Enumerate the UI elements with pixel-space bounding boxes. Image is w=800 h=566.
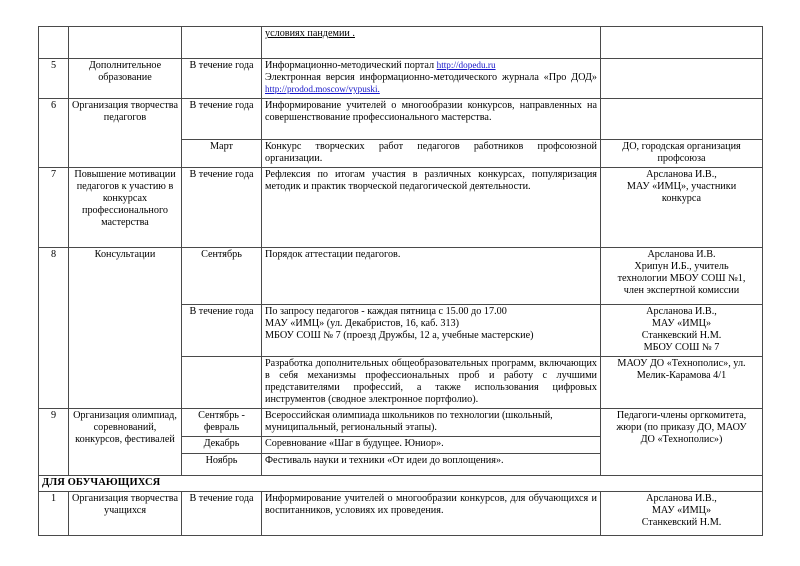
cell-term: Март — [182, 140, 262, 168]
cell-responsible — [601, 357, 763, 409]
responsible-line: технологии МБОУ СОШ №1, — [617, 273, 746, 285]
cell-number: 7 — [39, 168, 69, 248]
cell-topic: Организация творчества учащихся — [69, 491, 182, 535]
cell-responsible — [601, 59, 763, 99]
cell-number: 9 — [39, 409, 69, 475]
content-line: МАУ «ИМЦ» (ул. Декабристов, 16, каб. 313) — [265, 318, 460, 330]
responsible-line: Педагоги-члены оргкомитета, — [616, 410, 747, 422]
cell-term: В течение года — [182, 491, 262, 535]
responsible-line: Арсланова И.В., — [646, 492, 717, 504]
cell-responsible — [601, 140, 763, 168]
cell-term: Сентябрь — [182, 248, 262, 305]
responsible-line: конкурса — [661, 193, 702, 205]
cell-number: 6 — [39, 99, 69, 168]
responsible-line: Арсланова И.В. — [647, 249, 716, 261]
cell-content: Всероссийская олимпиада школьников по технологии (школьный, муниципальный, региональный этапы). — [262, 409, 601, 437]
responsible-line: Мелик-Карамова 4/1 — [636, 370, 727, 382]
table-row — [39, 59, 763, 99]
responsible-line: МАУ «ИМЦ», участники — [626, 181, 737, 193]
table-row — [39, 248, 763, 305]
cell-topic — [69, 27, 182, 59]
responsible-line: ДО «Технополис») — [640, 434, 723, 446]
responsible-line: Арсланова И.В., — [646, 169, 717, 181]
responsible-line: Станкевский Н.М. — [641, 330, 722, 342]
cell-content: Информирование учителей о многообразии конкурсов, для обучающихся и воспитанников, условиях их проведения. — [262, 491, 601, 535]
table-row — [39, 27, 763, 59]
cell-topic: Организация творчества педагогов — [69, 99, 182, 168]
cell-term — [182, 357, 262, 409]
table-row — [39, 409, 763, 437]
cell-content — [262, 27, 601, 59]
section-header-row — [39, 475, 763, 491]
cell-term: В течение года — [182, 59, 262, 99]
prodod-link[interactable]: http://prodod.moscow/vypuski. — [265, 84, 380, 95]
cell-topic: Дополнительное образование — [69, 59, 182, 99]
cell-number: 8 — [39, 248, 69, 409]
cell-term: Сентябрь - февраль — [182, 409, 262, 437]
cell-responsible — [601, 409, 763, 475]
responsible-line: МБОУ СОШ № 7 — [643, 342, 720, 354]
responsible-line: МАОУ ДО «Технополис», ул. — [617, 358, 746, 370]
responsible-line: член экспертной комиссии — [623, 285, 740, 297]
cell-responsible — [601, 168, 763, 248]
cell-term: В течение года — [182, 99, 262, 140]
responsible-line: Арсланова И.В., — [646, 306, 717, 318]
cell-content: Конкурс творческих работ педагогов работников профсоюзной организации. — [262, 140, 601, 168]
dopedu-link[interactable]: http://dopedu.ru — [436, 60, 496, 70]
cell-number — [39, 27, 69, 59]
cell-responsible — [601, 305, 763, 357]
table-row — [39, 168, 763, 248]
responsible-line: МАУ «ИМЦ» — [651, 504, 712, 516]
content-line: По запросу педагогов - каждая пятница с 15.00 до 17.00 — [265, 306, 507, 318]
cell-term: В течение года — [182, 305, 262, 357]
table-row — [39, 491, 763, 535]
cell-term — [182, 27, 262, 59]
cell-topic: Организация олимпиад, соревнований, конкурсов, фестивалей — [69, 409, 182, 475]
cell-content: Информирование учителей о многообразии конкурсов, направленных на совершенствование профессионального мастерства. — [262, 99, 601, 140]
cell-topic: Повышение мотивации педагогов к участию в конкурсах профессионального мастерства — [69, 168, 182, 248]
responsible-line: ДО, городская организация профсоюза — [622, 141, 741, 165]
responsible-line: МАУ «ИМЦ» — [651, 318, 712, 330]
cell-content: Фестиваль науки и техники «От идеи до воплощения». — [262, 453, 601, 475]
cell-content: Соревнование «Шаг в будущее. Юниор». — [262, 437, 601, 453]
cell-term: Декабрь — [182, 437, 262, 453]
responsible-line: Станкевский Н.М. — [641, 516, 722, 528]
content-text: условиях пандемии . — [265, 28, 355, 39]
cell-content: Порядок аттестации педагогов. — [262, 248, 601, 305]
responsible-line: жюри (по приказу ДО, МАОУ — [616, 422, 747, 434]
cell-term: Ноябрь — [182, 453, 262, 475]
cell-content: Разработка дополнительных общеобразовательных программ, включающих в себя механизмы профессиональных проб и работу с лучшими представителями профессий, а также использования цифровых инструментов (сводное электронное портфолио). — [262, 357, 601, 409]
cell-topic: Консультации — [69, 248, 182, 409]
responsible-line: Хрипун И.Б., учитель — [634, 261, 729, 273]
cell-content — [262, 59, 601, 99]
content-line: Электронная версия информационно-методического журнала «Про ДОД» http://prodod.moscow/vypuski. — [265, 72, 597, 95]
section-header: ДЛЯ ОБУЧАЮЩИХСЯ — [39, 475, 763, 491]
table-row — [39, 99, 763, 140]
cell-responsible — [601, 27, 763, 59]
cell-number: 1 — [39, 491, 69, 535]
schedule-table — [38, 26, 763, 536]
cell-responsible — [601, 99, 763, 140]
content-line: МБОУ СОШ № 7 (проезд Дружбы, 12 а, учебные мастерские) — [265, 330, 534, 342]
cell-content: Рефлексия по итогам участия в различных конкурсах, популяризация методик и практик творческой педагогической деятельности. — [262, 168, 601, 248]
cell-content — [262, 305, 601, 357]
cell-term: В течение года — [182, 168, 262, 248]
cell-responsible — [601, 248, 763, 305]
content-line: Информационно-методический портал http://dopedu.ru — [265, 60, 496, 71]
cell-number: 5 — [39, 59, 69, 99]
cell-responsible — [601, 491, 763, 535]
